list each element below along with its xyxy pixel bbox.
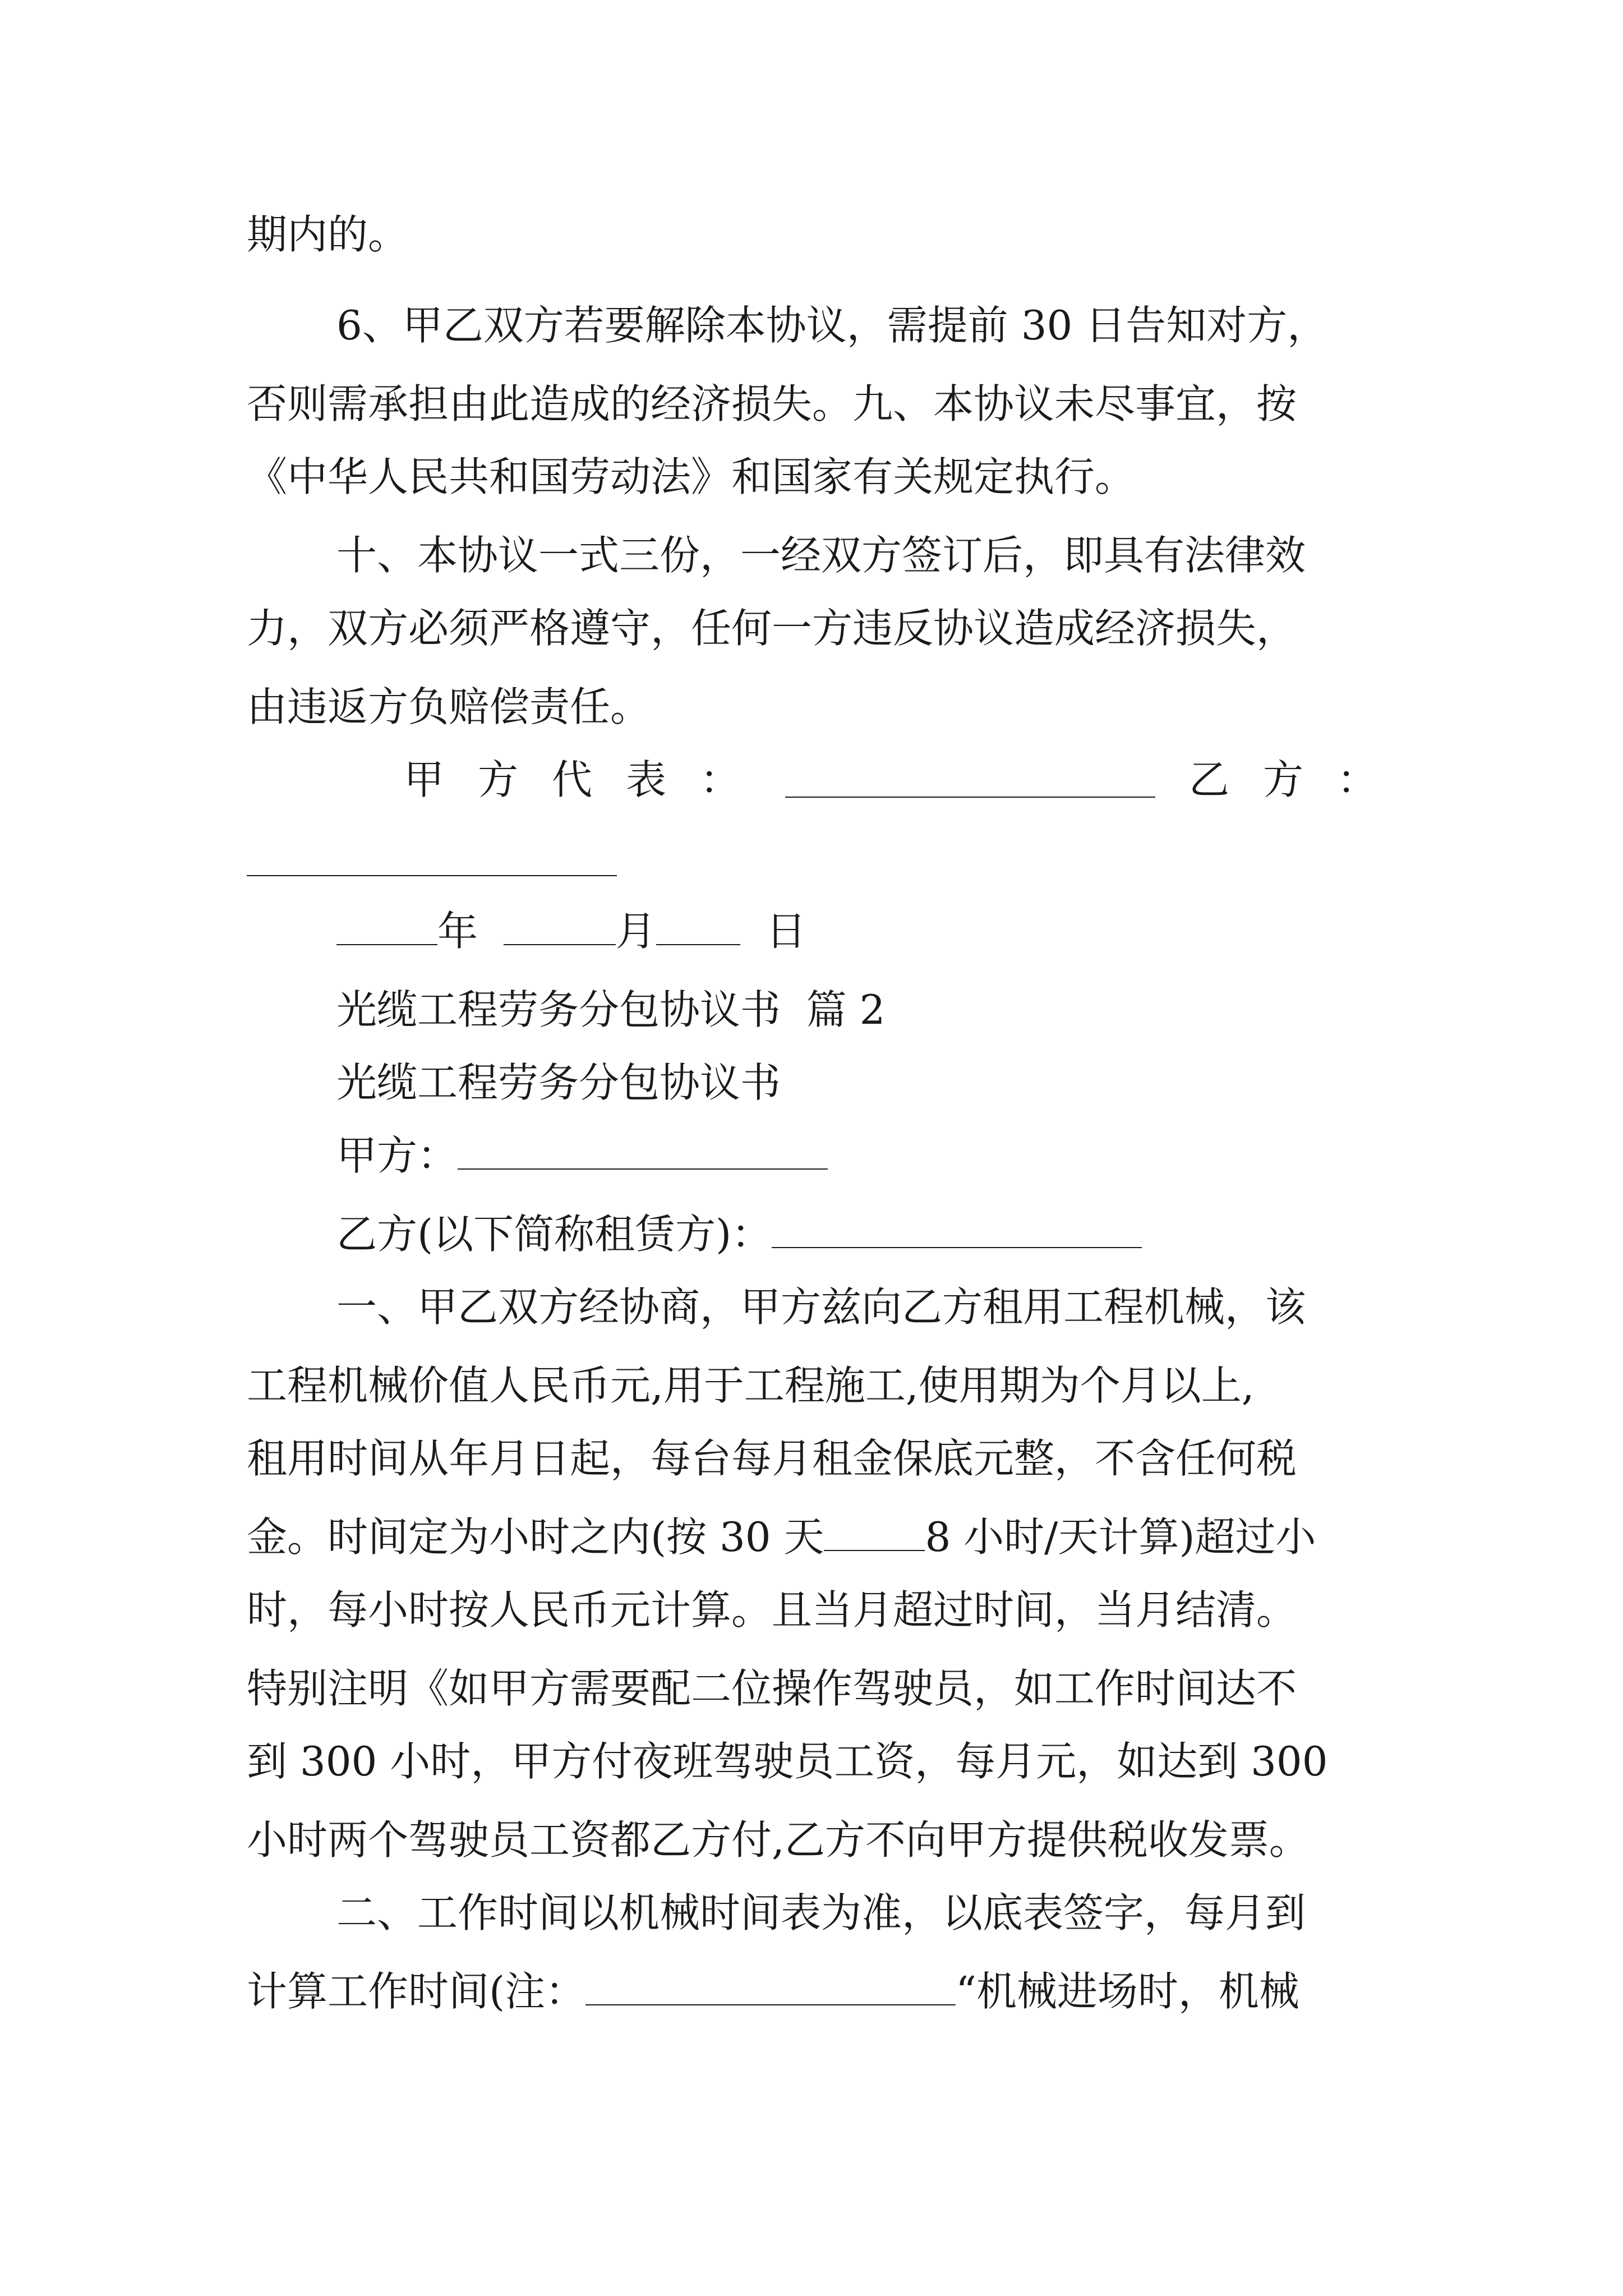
paragraph-line: 到 300 小时，甲方付夜班驾驶员工资，每月元，如达到 300 <box>247 1738 1328 1785</box>
date-line <box>336 903 806 959</box>
paragraph-line: 6、甲乙双方若要解除本协议，需提前 30 日告知对方， <box>336 302 1328 349</box>
paragraph-line: 时，每小时按人民币元计算。且当月超过时间，当月结清。 <box>247 1586 1297 1634</box>
fill-blank <box>585 1973 956 2005</box>
date-day-blank <box>656 913 740 945</box>
signature-label-party-a: 甲方代表： <box>404 756 774 803</box>
paragraph-line <box>247 1509 1316 1565</box>
signature-blank-party-a <box>785 797 1155 798</box>
party-b-label: 乙方(以下简称租赁方)： <box>336 1211 772 1258</box>
party-b-line <box>336 1206 1142 1262</box>
date-month-blank <box>504 913 616 945</box>
party-a-label: 甲方： <box>336 1132 458 1179</box>
text-segment: “机械进场时，机械 <box>956 1968 1299 2015</box>
text-segment: 计算工作时间(注： <box>247 1968 586 2015</box>
paragraph-line: 小时两个驾驶员工资都乙方付,乙方不向甲方提供税收发票。 <box>247 1816 1310 1864</box>
date-month-label: 月 <box>615 908 656 955</box>
signature-label-party-b: 乙方： <box>1189 756 1412 803</box>
document-title: 光缆工程劳务分包协议书 <box>336 1059 781 1106</box>
paragraph-line: 二、工作时间以机械时间表为准，以底表签字，每月到 <box>336 1889 1306 1936</box>
fill-blank <box>824 1519 925 1551</box>
paragraph-line <box>247 1963 1299 2019</box>
party-b-blank <box>772 1216 1142 1248</box>
paragraph-line: 工程机械价值人民币元,用于工程施工,使用期为个月以上, <box>247 1362 1255 1409</box>
paragraph-line: 十、本协议一式三份，一经双方签订后，即具有法律效 <box>336 532 1306 579</box>
party-a-line <box>336 1128 828 1184</box>
date-year-blank <box>336 913 437 945</box>
text-segment: 金。时间定为小时之内(按 30 天 <box>247 1513 824 1561</box>
party-a-blank <box>458 1137 828 1170</box>
paragraph-line: 一、甲乙双方经协商，甲方兹向乙方租用工程机械，该 <box>336 1283 1306 1331</box>
paragraph-line: 租用时间从年月日起，每台每月租金保底元整，不含任何税 <box>247 1435 1297 1482</box>
paragraph-line: 否则需承担由此造成的经济损失。九、本协议未尽事宜，按 <box>247 380 1297 427</box>
paragraph-line: 特别注明《如甲方需要配二位操作驾驶员，如工作时间达不 <box>247 1665 1297 1712</box>
section-heading: 光缆工程劳务分包协议书 篇 2 <box>336 986 886 1033</box>
text-segment: 8 小时/天计算)超过小 <box>925 1513 1316 1561</box>
paragraph-line: 由违返方负赔偿责任。 <box>247 683 651 730</box>
date-year-label: 年 <box>437 908 478 955</box>
paragraph-line: 期内的。 <box>247 211 409 258</box>
date-day-label: 日 <box>766 908 806 955</box>
signature-blank-party-b <box>247 875 617 876</box>
paragraph-line: 力，双方必须严格遵守，任何一方违反协议造成经济损失， <box>247 605 1297 652</box>
paragraph-line: 《中华人民共和国劳动法》和国家有关规定执行。 <box>247 453 1136 500</box>
